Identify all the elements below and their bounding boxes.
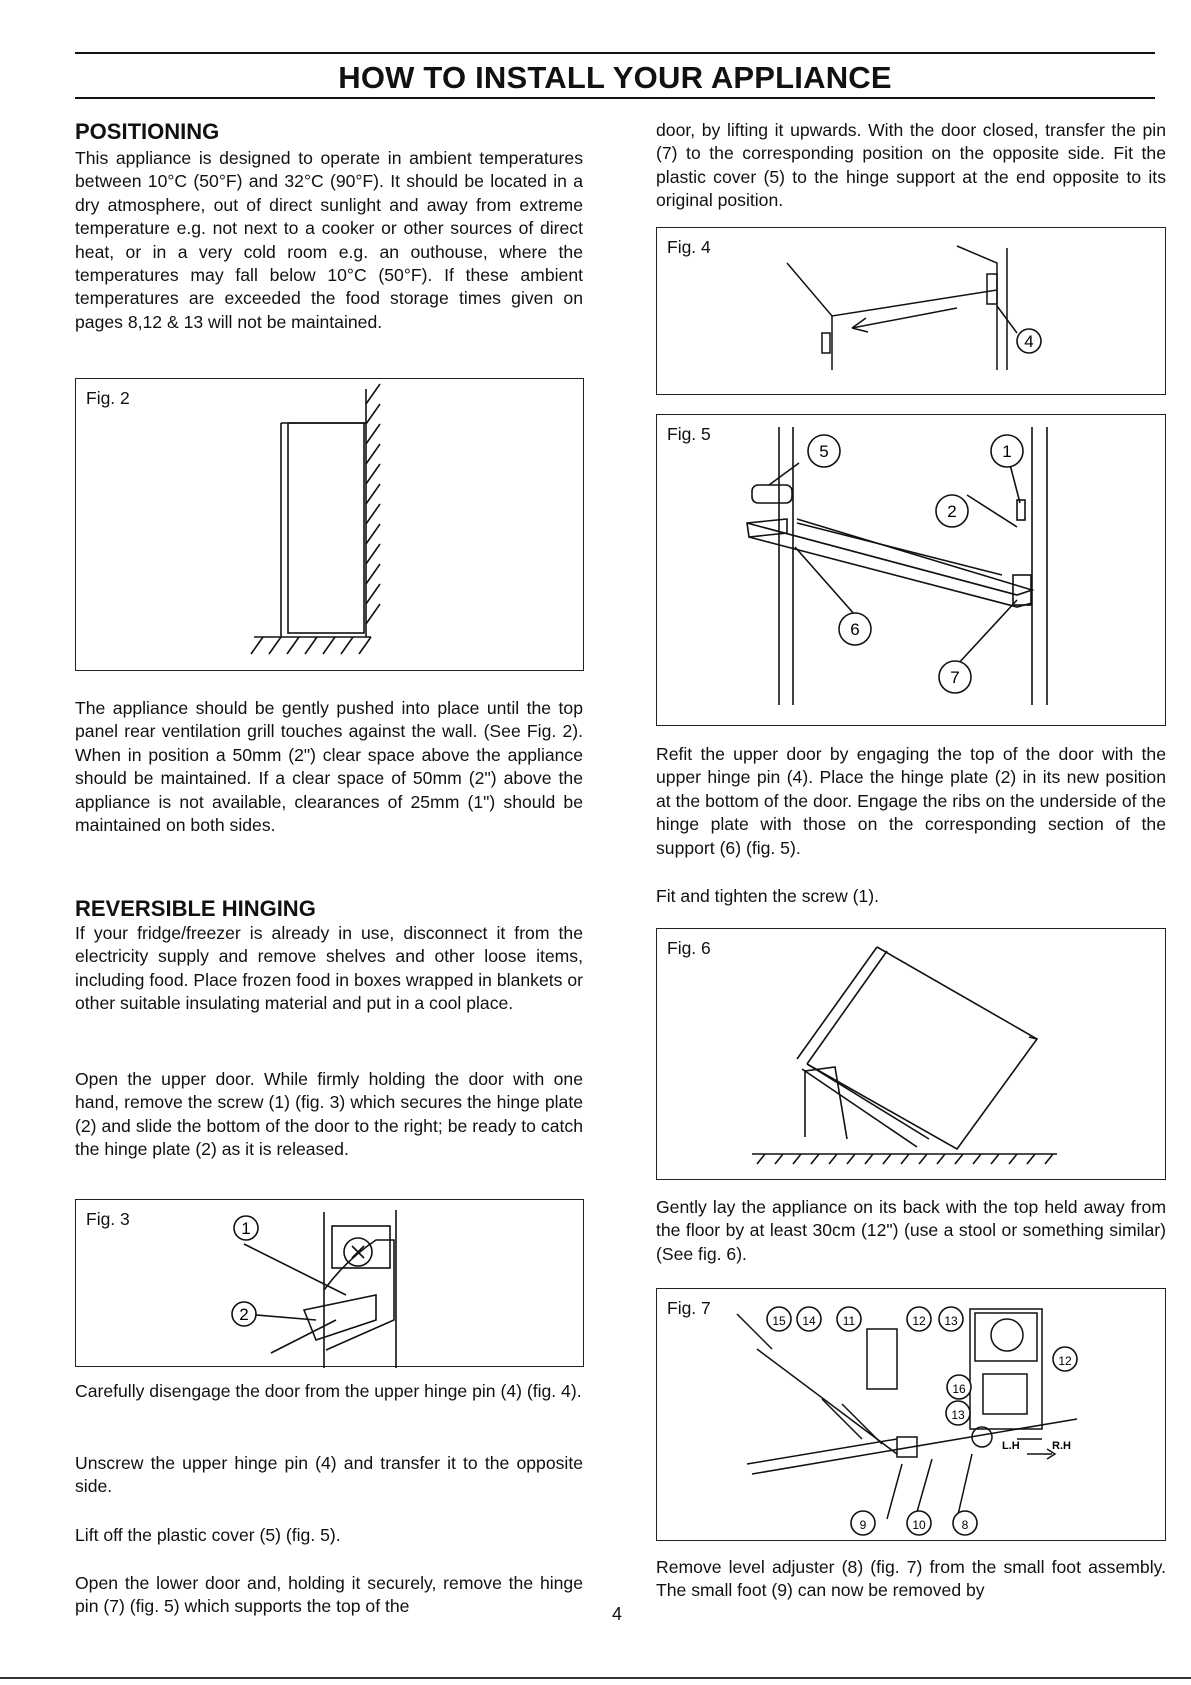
lay-section [656,1196,1166,1266]
callout-13 [939,1307,963,1331]
figure-6-label: Fig. 6 [667,938,711,958]
lift-paragraph: Lift off the plastic cover (5) (fig. 5). [75,1525,341,1545]
door-section [656,119,1166,213]
svg-text:12: 12 [912,1314,926,1328]
callout-5 [808,435,840,467]
figure-4-callouts [1017,329,1041,353]
callout-2 [936,495,968,527]
figure-6 [656,928,1166,1180]
positioning-heading: POSITIONING [75,119,220,144]
svg-text:13: 13 [951,1408,965,1422]
refit-paragraph: Refit the upper door by engaging the top of the door with the upper hinge pin (4). Place the hinge plate (2) in its new position at the bottom of the door. Engage the ribs on the underside of the hinge plate with those on the corresponding section of the support (6) (fig. 5). [656,744,1166,858]
push-section [75,697,583,837]
callout-7 [939,661,971,693]
svg-text:15: 15 [772,1314,786,1328]
figure-4 [656,227,1166,395]
callout-12 [907,1307,931,1331]
figure-2-label: Fig. 2 [86,388,130,408]
svg-text:4: 4 [1024,332,1034,351]
callout-12b [1053,1347,1077,1371]
lay-paragraph: Gently lay the appliance on its back with the top held away from the floor by at least 30cm (12") (use a stool or something similar) (See fig. 6). [656,1197,1166,1264]
callout-16 [947,1375,971,1399]
positioning-section [75,119,583,334]
figure-3 [75,1199,584,1367]
disengage-section [75,1380,583,1403]
title-rule [75,97,1155,99]
callout-11 [837,1307,861,1331]
figure-5 [656,414,1166,726]
reversible-heading: REVERSIBLE HINGING [75,896,316,921]
lift-section [75,1524,583,1547]
door-paragraph: door, by lifting it upwards. With the door closed, transfer the pin (7) to the corresponding position on the opposite side. Fit the plastic cover (5) to the hinge support at the end opposite to its original position. [656,120,1166,211]
figure-5-callouts [808,435,1023,693]
open-upper-paragraph: Open the upper door. While firmly holding the door with one hand, remove the screw (1) (fig. 3) which secures the hinge plate (2) and slide the bottom of the door to the right; be ready to catch the hinge plate (2) as it is released. [75,1069,583,1160]
svg-text:10: 10 [912,1518,926,1532]
callout-8 [953,1511,977,1535]
figure-6-drawing [657,929,1167,1181]
callout-6 [839,613,871,645]
svg-text:5: 5 [819,442,829,461]
figure-2-drawing [76,379,585,672]
svg-text:2: 2 [239,1305,249,1324]
top-rule [75,52,1155,54]
figure-7 [656,1288,1166,1541]
unscrew-section [75,1452,583,1499]
callout-13b [946,1401,970,1425]
svg-text:8: 8 [961,1518,969,1532]
svg-text:6: 6 [850,620,860,639]
callout-14 [797,1307,821,1331]
callout-1 [991,435,1023,467]
figure-5-drawing [657,415,1167,727]
svg-text:16: 16 [952,1382,966,1396]
refit-section [656,743,1166,860]
svg-text:11: 11 [842,1314,856,1328]
figure-3-drawing [76,1200,585,1368]
callout-10 [907,1511,931,1535]
page-number: 4 [612,1604,623,1624]
svg-text:1: 1 [241,1219,251,1238]
callout-9 [851,1511,875,1535]
figure-7-drawing [657,1289,1167,1542]
svg-text:1: 1 [1002,442,1012,461]
figure-3-label: Fig. 3 [86,1209,130,1229]
reversible-paragraph: If your fridge/freezer is already in use, disconnect it from the electricity supply and remove shelves and other loose items, including food. Place frozen food in boxes wrapped in blankets or other suitable insulating material and put in a cool place. [75,923,583,1014]
figure-7-rh-label: R.H [1052,1440,1071,1452]
remove-section [656,1556,1166,1603]
fit-section [656,885,1166,908]
push-paragraph: The appliance should be gently pushed into place until the top panel rear ventilation grill touches against the wall. (See Fig. 2). When in position a 50mm (2") clear space above the appliance should be maintained. If a clear space of 50mm (2") above the appliance is not available, clearances of 25mm (1") should be maintained on both sides. [75,698,583,836]
callout-2 [232,1302,256,1326]
fit-paragraph: Fit and tighten the screw (1). [656,886,879,906]
figure-7-lh-label: L.H [1002,1440,1020,1452]
reversible-section [75,896,583,1016]
bottom-edge [0,1677,1191,1679]
open-upper-section [75,1068,583,1162]
figure-7-label: Fig. 7 [667,1298,711,1318]
callout-15 [767,1307,791,1331]
remove-paragraph: Remove level adjuster (8) (fig. 7) from the small foot assembly. The small foot (9) can now be removed by [656,1557,1166,1601]
figure-4-drawing [657,228,1167,396]
open-lower-paragraph: Open the lower door and, holding it securely, remove the hinge pin (7) (fig. 5) which supports the top of the [75,1573,583,1617]
svg-text:12: 12 [1058,1354,1072,1368]
figure-2 [75,378,584,671]
open-lower-section [75,1572,583,1619]
figure-4-label: Fig. 4 [667,237,711,257]
figure-7-callouts [767,1307,1077,1535]
page-title: HOW TO INSTALL YOUR APPLIANCE [338,60,892,95]
callout-4 [1017,329,1041,353]
unscrew-paragraph: Unscrew the upper hinge pin (4) and transfer it to the opposite side. [75,1453,583,1497]
callout-1 [234,1216,258,1240]
disengage-paragraph: Carefully disengage the door from the upper hinge pin (4) (fig. 4). [75,1381,582,1401]
svg-text:9: 9 [859,1518,867,1532]
svg-text:2: 2 [947,502,957,521]
figure-3-callouts [232,1216,258,1326]
svg-text:14: 14 [802,1314,816,1328]
figure-5-label: Fig. 5 [667,424,711,444]
svg-text:13: 13 [944,1314,958,1328]
svg-text:7: 7 [950,668,960,687]
positioning-paragraph: This appliance is designed to operate in ambient temperatures between 10°C (50°F) and 32°C (90°F). It should be located in a dry atmosphere, out of direct sunlight and away from extreme temperature e.g. not next to a cooker or other sources of direct heat, or in a very cold room e.g. an outhouse, where the temperatures may fall below 10°C (50°F). If these ambient temperatures are exceeded the food storage times given on pages 8,12 & 13 will not be maintained. [75,148,583,332]
